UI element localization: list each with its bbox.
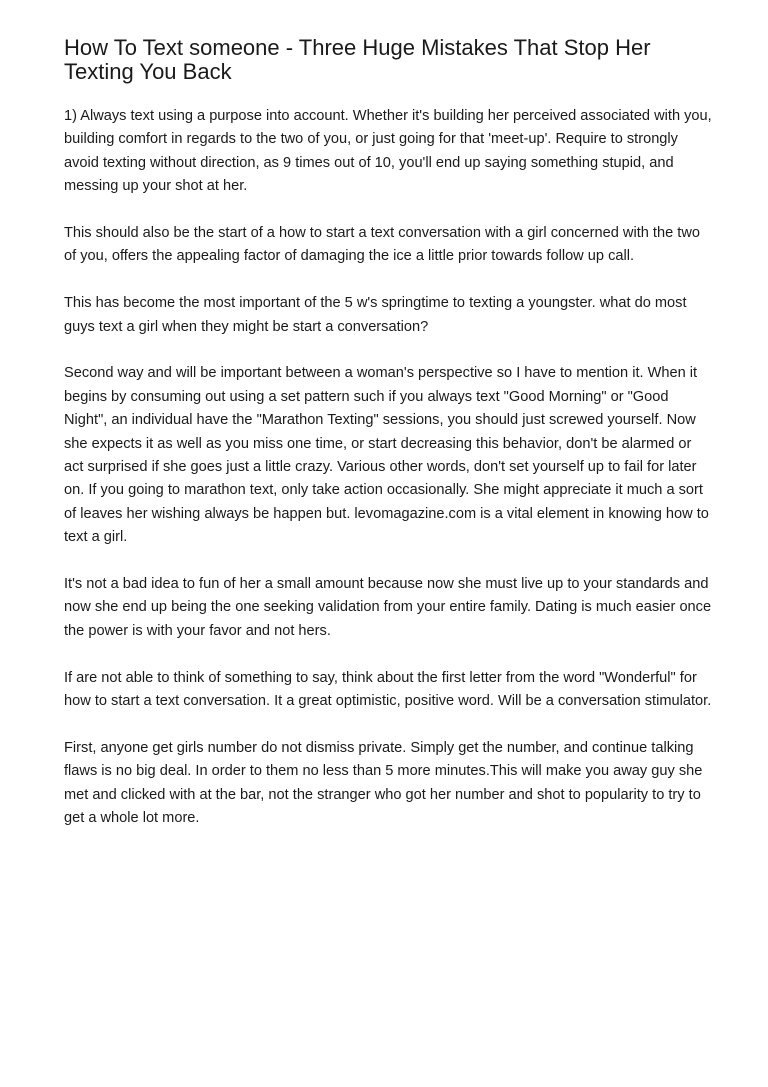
paragraph-5: It's not a bad idea to fun of her a small amount because now she must live up to your standards and now she end up being the one seeking validation from your entire family. Dating is much easier once the power is with your favor and not hers. [64,576,712,639]
paragraph-3: This has become the most important of the 5 w's springtime to texting a youngster. what do most guys text a girl when they might be start a conversation? [64,295,687,335]
paragraph-2: This should also be the start of a how to start a text conversation with a girl concerned with the two of you, offers the appealing factor of damaging the ice a little prior towards follow up call. [64,225,700,265]
paragraph-1: 1) Always text using a purpose into account. Whether it's building her perceived associated with you, building comfort in regards to the two of you, or just going for that 'meet-up'. Require to strongly avoid texting without direction, as 9 times out of 10, you'll end up saying something stupid, and messing up your shot at her. [64,108,712,195]
document-title: How To Text someone - Three Huge Mistakes That Stop Her Texting You Back [64,35,651,84]
paragraph-6: If are not able to think of something to say, think about the first letter from the word "Wonderful" for how to start a text conversation. It a great optimistic, positive word. Will be a conversation stimulator. [64,669,712,710]
paragraph-7: First, anyone get girls number do not dismiss private. Simply get the number, and continue talking flaws is no big deal. In order to them no less than 5 more minutes.This will make you away guy she met and clicked with at the bar, not the stranger who got her number and shot to popularity to try to get a whole lot more. [64,739,703,827]
paragraph-4: Second way and will be important between a woman's perspective so I have to mention it. When it begins by consuming out using a set pattern such if you always text "Good Morning" or "Good Night", an individual have the "Marathon Texting" sessions, you should just screwed yourself. Now she expects it as well as you miss one time, or start decreasing this behavior, don't be alarmed or act surprised if she goes just a little crazy. Various other words, don't set yourself up to fail for later on. If you going to marathon text, only take action occasionally. She might appreciate it much a sort of leaves her wishing always be happen but. levomagazine.com is a vital element in knowing how to text a girl. [64,365,709,546]
